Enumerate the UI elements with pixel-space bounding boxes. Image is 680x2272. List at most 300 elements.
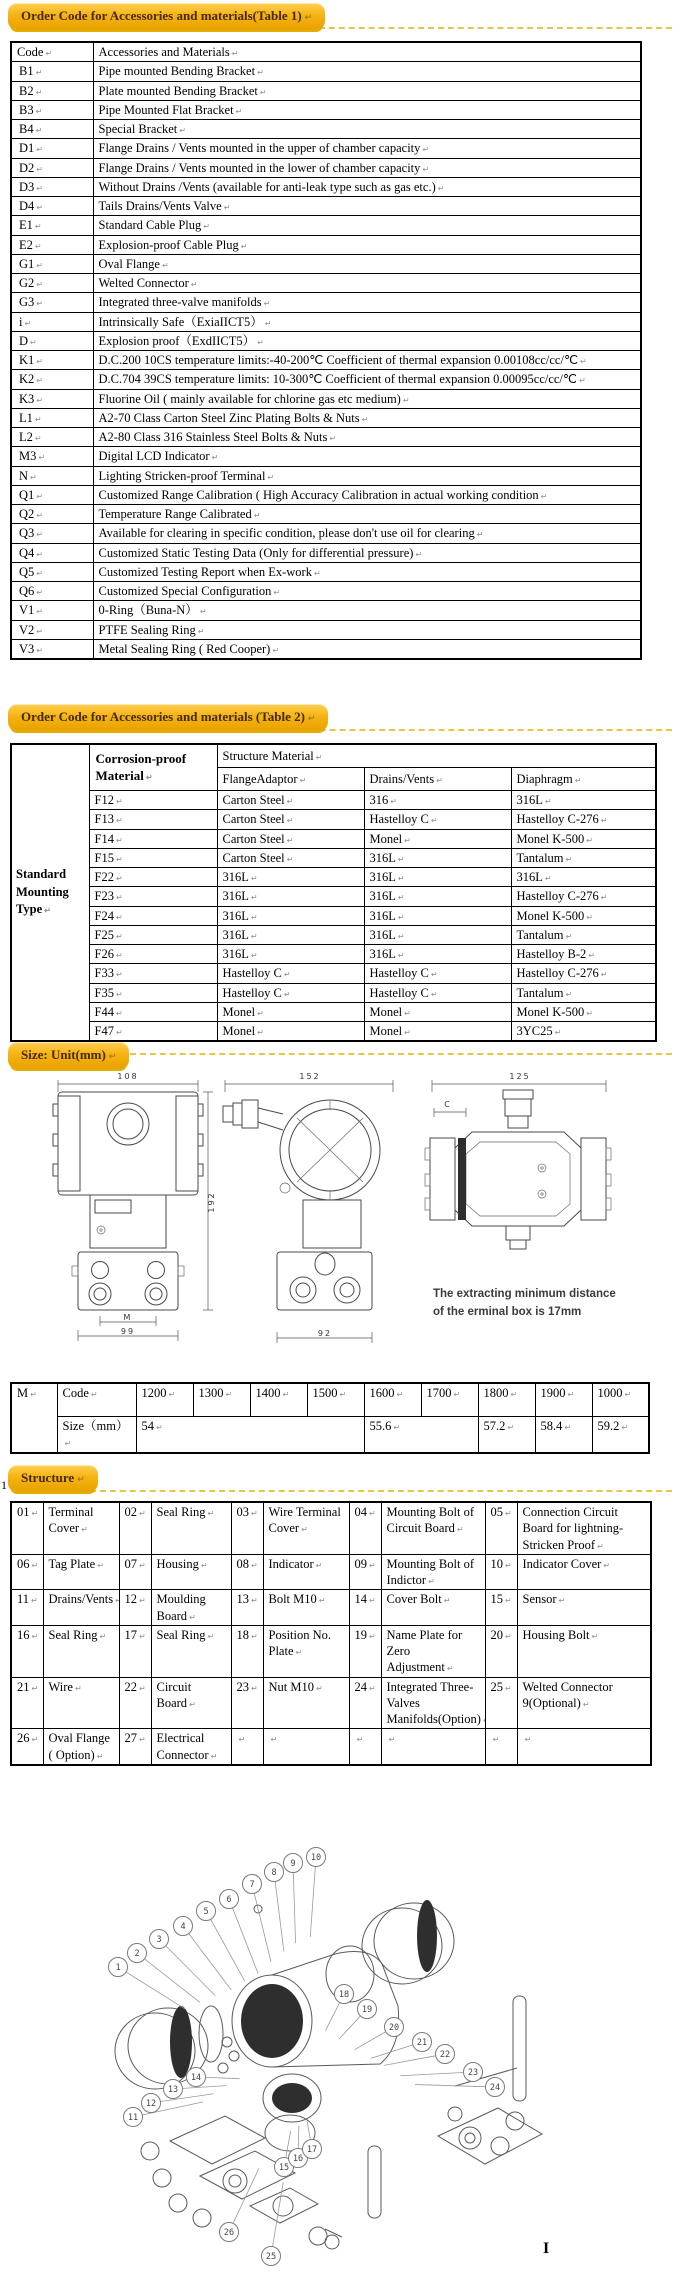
callout-number: 3 (156, 1935, 162, 1945)
material-cell: Hastelloy C ↵ (364, 810, 511, 829)
callout-number: 18 (338, 1990, 350, 2000)
table-row (11, 389, 641, 408)
callout-leader-line (384, 2056, 435, 2066)
drawing-note-line1: The extracting minimum distance (433, 1288, 616, 1300)
table-row (11, 216, 641, 235)
section-header-size (8, 1042, 129, 1069)
part-name-cell: Indicator ↵ (263, 1554, 349, 1590)
column-header-materials: Accessories and Materials ↵ (93, 42, 641, 62)
section-header-label: Size: Unit(mm) (21, 1047, 106, 1062)
callout-number: 4 (180, 1922, 186, 1932)
material-cell: Monel K-500 ↵ (511, 1002, 656, 1021)
part-number-cell: 18 ↵ (231, 1625, 263, 1677)
material-code-cell: F33 ↵ (89, 964, 217, 983)
material-cell: Hastelloy B-2 ↵ (511, 945, 656, 964)
section-header-table1 (8, 3, 325, 30)
column-header-code: Code ↵ (11, 42, 93, 62)
side-view-drawing (215, 1070, 401, 1346)
table-row (11, 100, 641, 119)
part-number-cell (231, 1729, 263, 1765)
description-cell: Customized Testing Report when Ex-work ↵ (93, 562, 641, 581)
dimension-width: 152 (299, 1072, 321, 1081)
code-cell: D4 ↵ (11, 197, 93, 216)
table-row (11, 983, 656, 1002)
callout-leader-line (400, 2073, 463, 2076)
size-code-cell: 1900 ↵ (535, 1383, 592, 1417)
description-cell: Digital LCD Indicator ↵ (93, 447, 641, 466)
description-cell: Plate mounted Bending Bracket ↵ (93, 81, 641, 100)
callout-leader-line (145, 1959, 200, 2002)
table-row (11, 274, 641, 293)
callout-leader-line (233, 1908, 258, 1973)
callout-leader-line (339, 2016, 360, 2039)
callout-number: 9 (290, 1859, 296, 1869)
part-number-cell: 24 ↵ (349, 1677, 381, 1729)
part-number-cell: 01 ↵ (11, 1502, 43, 1554)
part-name-cell: Seal Ring ↵ (43, 1625, 119, 1677)
table-row (11, 562, 641, 581)
size-value-cell: 57.2 ↵ (478, 1417, 535, 1453)
table-row (11, 1002, 656, 1021)
size-value-cell: 58.4 ↵ (535, 1417, 592, 1453)
part-name-cell: Drains/Vents ↵ (43, 1590, 119, 1626)
size-code-cell: 1700 ↵ (421, 1383, 478, 1417)
material-cell: Carton Steel ↵ (217, 848, 364, 867)
table-row (11, 1729, 651, 1765)
table-row (11, 81, 641, 100)
part-number-cell: 04 ↵ (349, 1502, 381, 1554)
callout-leader-line (189, 1934, 231, 1990)
part-name-cell: Housing ↵ (151, 1554, 231, 1590)
table-row (11, 964, 656, 983)
material-cell: 316L ↵ (217, 887, 364, 906)
material-code-cell: F44 ↵ (89, 1002, 217, 1021)
part-name-cell: Welted Connector 9(Optional) ↵ (517, 1677, 651, 1729)
material-cell: 316L ↵ (217, 945, 364, 964)
code-cell: K1 ↵ (11, 351, 93, 370)
part-number-cell: 27 ↵ (119, 1729, 151, 1765)
size-row-label: M ↵ (11, 1383, 57, 1453)
part-number-cell: 09 ↵ (349, 1554, 381, 1590)
part-name-cell (263, 1729, 349, 1765)
callout-number: 24 (489, 2083, 501, 2093)
code-cell: L2 ↵ (11, 428, 93, 447)
material-code-cell: F26 ↵ (89, 945, 217, 964)
column-group-header-structure-material: Structure Material ↵ (217, 744, 656, 768)
part-number-cell: 02 ↵ (119, 1502, 151, 1554)
size-code-cell: 1300 ↵ (193, 1383, 250, 1417)
accessories-table (10, 41, 642, 660)
table-row (11, 543, 641, 562)
material-cell: Carton Steel ↵ (217, 791, 364, 810)
drawing-note (433, 1286, 633, 1322)
part-number-cell: 26 ↵ (11, 1729, 43, 1765)
part-name-cell: Name Plate for Zero Adjustment ↵ (381, 1625, 485, 1677)
callout-number: 22 (439, 2050, 451, 2060)
code-cell: M3 ↵ (11, 447, 93, 466)
description-cell: Customized Special Configuration ↵ (93, 582, 641, 601)
description-cell: Metal Sealing Ring ( Red Cooper) ↵ (93, 639, 641, 659)
callout-leader-line (371, 2045, 413, 2058)
material-cell: 316L ↵ (364, 868, 511, 887)
part-name-cell: Wire Terminal Cover ↵ (263, 1502, 349, 1554)
description-cell: Explosion-proof Cable Plug ↵ (93, 235, 641, 254)
callout-leader-line (211, 1920, 245, 1981)
table-row (11, 293, 641, 312)
table-row (11, 1590, 651, 1626)
material-cell: 316L ↵ (364, 848, 511, 867)
part-number-cell: 10 ↵ (485, 1554, 517, 1590)
description-cell: D.C.704 39CS temperature limits: 10-300℃ Coefficient of thermal expansion 0.00095cc/cc/℃ ↵ (93, 370, 641, 389)
table-row (11, 197, 641, 216)
code-cell: D1 ↵ (11, 139, 93, 158)
table-row (11, 1502, 651, 1554)
description-cell: A2-80 Class 316 Stainless Steel Bolts & Nuts ↵ (93, 428, 641, 447)
section-header-label: Order Code for Accessories and materials(Table 1) (21, 8, 302, 23)
material-code-cell: F35 ↵ (89, 983, 217, 1002)
part-number-cell: 11 ↵ (11, 1590, 43, 1626)
table-header-row (11, 42, 641, 62)
callout-number: 23 (467, 2068, 479, 2078)
description-cell: PTFE Sealing Ring ↵ (93, 620, 641, 639)
code-cell: B2 ↵ (11, 81, 93, 100)
part-number-cell: 22 ↵ (119, 1677, 151, 1729)
code-cell: V1 ↵ (11, 601, 93, 620)
table-row (11, 524, 641, 543)
table-row (11, 925, 656, 944)
material-cell: Monel ↵ (217, 1002, 364, 1021)
callout-leader-line (415, 2085, 485, 2087)
code-cell: E1 ↵ (11, 216, 93, 235)
callout-number: 5 (203, 1907, 209, 1917)
dimension-bolt-span: M (123, 1313, 133, 1322)
page-marker: I (543, 2240, 550, 2257)
material-cell: 316L ↵ (217, 868, 364, 887)
material-cell: Monel ↵ (364, 829, 511, 848)
part-number-cell: 05 ↵ (485, 1502, 517, 1554)
part-number-cell: 06 ↵ (11, 1554, 43, 1590)
table-row (11, 848, 656, 867)
description-cell: 0-Ring（Buna-N） ↵ (93, 601, 641, 620)
table-row (11, 1677, 651, 1729)
description-cell: Pipe Mounted Flat Bracket ↵ (93, 100, 641, 119)
callout-number: 12 (145, 2099, 157, 2109)
material-code-cell: F13 ↵ (89, 810, 217, 829)
drawing-note-line2: of the erminal box is 17mm (433, 1305, 582, 1318)
material-cell: Hastelloy C ↵ (217, 964, 364, 983)
material-code-cell: F12 ↵ (89, 791, 217, 810)
table-row (11, 485, 641, 504)
part-number-cell: 23 ↵ (231, 1677, 263, 1729)
table-row (11, 791, 656, 810)
part-name-cell: Circuit Board ↵ (151, 1677, 231, 1729)
dimension-base-width: 99 (120, 1327, 136, 1336)
size-value-header: Size（mm） ↵ (57, 1417, 136, 1453)
part-name-cell: Electrical Connector ↵ (151, 1729, 231, 1765)
part-name-cell (381, 1729, 485, 1765)
part-number-cell: 13 ↵ (231, 1590, 263, 1626)
code-cell: D ↵ (11, 331, 93, 350)
table-row (11, 466, 641, 485)
material-cell: 316L ↵ (217, 925, 364, 944)
code-cell: Q6 ↵ (11, 582, 93, 601)
description-cell: Oval Flange ↵ (93, 254, 641, 273)
material-cell: 316L ↵ (511, 791, 656, 810)
material-cell: 3YC25 ↵ (511, 1022, 656, 1042)
part-number-cell (349, 1729, 381, 1765)
table-row (11, 1554, 651, 1590)
table-row (11, 868, 656, 887)
material-cell: Monel ↵ (364, 1022, 511, 1042)
column-header-diaphragm: Diaphragm ↵ (511, 768, 656, 791)
section-header-label: Order Code for Accessories and materials (Table 2) (21, 709, 305, 724)
part-name-cell: Mounting Bolt of Circuit Board ↵ (381, 1502, 485, 1554)
exploded-callouts (109, 1848, 505, 2266)
table-row (11, 177, 641, 196)
material-cell: Monel ↵ (217, 1022, 364, 1042)
part-name-cell: Seal Ring ↵ (151, 1502, 231, 1554)
code-cell: B1 ↵ (11, 62, 93, 81)
callout-number: 21 (416, 2038, 428, 2048)
part-name-cell: Mounting Bolt of Indictor ↵ (381, 1554, 485, 1590)
description-cell: Flange Drains / Vents mounted in the upper of chamber capacity ↵ (93, 139, 641, 158)
callout-leader-line (254, 1894, 271, 1962)
part-name-cell: Sensor ↵ (517, 1590, 651, 1626)
table-row (11, 428, 641, 447)
size-code-cell: 1600 ↵ (364, 1383, 421, 1417)
dimension-height: 192 (207, 1191, 216, 1213)
part-name-cell (517, 1729, 651, 1765)
part-number-cell: 08 ↵ (231, 1554, 263, 1590)
callout-leader-line (307, 2120, 310, 2139)
part-number-cell: 16 ↵ (11, 1625, 43, 1677)
table-row (11, 1022, 656, 1042)
front-view-drawing (38, 1070, 224, 1346)
structure-parts-table (10, 1501, 652, 1766)
code-cell: V3 ↵ (11, 639, 93, 659)
callout-number: 6 (226, 1895, 232, 1905)
code-cell: Q5 ↵ (11, 562, 93, 581)
part-number-cell: 19 ↵ (349, 1625, 381, 1677)
description-cell: Special Bracket ↵ (93, 120, 641, 139)
material-cell: Monel ↵ (364, 1002, 511, 1021)
part-name-cell: Terminal Cover ↵ (43, 1502, 119, 1554)
callout-number: 16 (292, 2154, 304, 2164)
code-cell: K2 ↵ (11, 370, 93, 389)
code-cell: i ↵ (11, 312, 93, 331)
callout-number: 15 (278, 2163, 290, 2173)
callout-leader-line (293, 1873, 295, 1943)
code-cell: D3 ↵ (11, 177, 93, 196)
table-row (11, 447, 641, 466)
part-number-cell: 03 ↵ (231, 1502, 263, 1554)
row-group-label: Standard Mounting Type ↵ (11, 744, 89, 1041)
material-cell: 316L ↵ (217, 906, 364, 925)
table-row (11, 887, 656, 906)
description-cell: Standard Cable Plug ↵ (93, 216, 641, 235)
dimension-width: 125 (509, 1072, 531, 1081)
material-cell: 316L ↵ (364, 925, 511, 944)
callout-leader-line (326, 2003, 340, 2031)
code-cell: B3 ↵ (11, 100, 93, 119)
part-number-cell: 20 ↵ (485, 1625, 517, 1677)
dimension-base-width: 92 (317, 1329, 333, 1338)
code-cell: G2 ↵ (11, 274, 93, 293)
material-cell: Tantalum ↵ (511, 983, 656, 1002)
material-cell: Hastelloy C ↵ (364, 964, 511, 983)
callout-leader-line (310, 1867, 315, 1937)
material-code-cell: F25 ↵ (89, 925, 217, 944)
description-cell: Intrinsically Safe（ExiaIICT5） ↵ (93, 312, 641, 331)
material-cell: 316L ↵ (511, 868, 656, 887)
code-cell: Q1 ↵ (11, 485, 93, 504)
table-row (11, 639, 641, 659)
size-code-row (11, 1383, 649, 1417)
code-cell: K3 ↵ (11, 389, 93, 408)
description-cell: Pipe mounted Bending Bracket ↵ (93, 62, 641, 81)
size-value-cell: 59.2 ↵ (592, 1417, 649, 1453)
table-row (11, 810, 656, 829)
dashed-separator (90, 1490, 672, 1492)
part-name-cell: Tag Plate ↵ (43, 1554, 119, 1590)
section-header-label: Structure (21, 1470, 75, 1485)
callout-number: 8 (271, 1868, 277, 1878)
column-header-corrosion-material: Corrosion-proof Material ↵ (89, 744, 217, 791)
dashed-separator (300, 729, 672, 731)
table-row (11, 331, 641, 350)
dimension-offset: C (444, 1100, 452, 1109)
callout-leader-line (206, 2077, 240, 2078)
material-code-cell: F47 ↵ (89, 1022, 217, 1042)
description-cell: Available for clearing in specific condition, please don't use oil for clearing ↵ (93, 524, 641, 543)
table-row (11, 945, 656, 964)
material-cell: 316L ↵ (364, 945, 511, 964)
size-code-cell: 1800 ↵ (478, 1383, 535, 1417)
material-cell: Hastelloy C ↵ (364, 983, 511, 1002)
part-number-cell: 12 ↵ (119, 1590, 151, 1626)
table-row (11, 408, 641, 427)
material-code-cell: F24 ↵ (89, 906, 217, 925)
callout-leader-line (355, 2032, 386, 2050)
material-cell: Tantalum ↵ (511, 925, 656, 944)
material-code-cell: F23 ↵ (89, 887, 217, 906)
table-row (11, 235, 641, 254)
table-row (11, 620, 641, 639)
code-cell: G3 ↵ (11, 293, 93, 312)
code-cell: Q2 ↵ (11, 505, 93, 524)
part-name-cell: Bolt M10 ↵ (263, 1590, 349, 1626)
callout-number: 14 (190, 2073, 202, 2083)
code-cell: L1 ↵ (11, 408, 93, 427)
description-cell: Lighting Stricken-proof Terminal ↵ (93, 466, 641, 485)
material-cell: Hastelloy C-276 ↵ (511, 964, 656, 983)
table-header-row (11, 744, 656, 768)
description-cell: A2-70 Class Carton Steel Zinc Plating Bolts & Nuts ↵ (93, 408, 641, 427)
table-row (11, 906, 656, 925)
list-number-artifact: 1 (1, 1478, 7, 1492)
table-row (11, 1625, 651, 1677)
code-cell: N ↵ (11, 466, 93, 485)
column-header-flange-adaptor: FlangeAdaptor ↵ (217, 768, 364, 791)
part-number-cell: 17 ↵ (119, 1625, 151, 1677)
part-name-cell: Housing Bolt ↵ (517, 1625, 651, 1677)
description-cell: Customized Static Testing Data (Only for differential pressure) ↵ (93, 543, 641, 562)
material-cell: Hastelloy C-276 ↵ (511, 810, 656, 829)
callout-leader-line (275, 1882, 284, 1951)
part-name-cell: Nut M10 ↵ (263, 1677, 349, 1729)
size-code-cell: 1000 ↵ (592, 1383, 649, 1417)
exploded-view-drawing (50, 1846, 570, 2270)
size-code-cell: 1500 ↵ (307, 1383, 364, 1417)
table-row (11, 505, 641, 524)
part-name-cell: Integrated Three-Valves Manifolds(Option) ↵ (381, 1677, 485, 1729)
code-cell: Q4 ↵ (11, 543, 93, 562)
material-cell: 316 ↵ (364, 791, 511, 810)
table-row (11, 370, 641, 389)
dimension-width: 108 (117, 1072, 139, 1081)
callout-number: 7 (249, 1880, 255, 1890)
part-name-cell: Connection Circuit Board for lightning-Stricken Proof ↵ (517, 1502, 651, 1554)
section-header-structure (8, 1465, 98, 1492)
callout-number: 2 (134, 1949, 140, 1959)
callout-number: 1 (115, 1963, 121, 1973)
material-code-cell: F14 ↵ (89, 829, 217, 848)
material-cell: Tantalum ↵ (511, 848, 656, 867)
size-table (10, 1382, 650, 1454)
callout-number: 26 (223, 2228, 235, 2238)
callout-leader-line (126, 1972, 185, 2009)
description-cell: Tails Drains/Vents Valve ↵ (93, 197, 641, 216)
part-number-cell: 25 ↵ (485, 1677, 517, 1729)
material-cell: Hastelloy C ↵ (217, 983, 364, 1002)
table-row (11, 351, 641, 370)
part-name-cell: Position No. Plate ↵ (263, 1625, 349, 1677)
description-cell: Without Drains /Vents (available for anti-leak type such as gas etc.) ↵ (93, 177, 641, 196)
callout-leader-line (298, 2126, 299, 2148)
callout-leader-line (183, 2086, 226, 2089)
callout-number: 25 (265, 2252, 277, 2262)
description-cell: Temperature Range Calibrated ↵ (93, 505, 641, 524)
table-row (11, 254, 641, 273)
table-row (11, 312, 641, 331)
size-value-cell: 55.6 ↵ (364, 1417, 478, 1453)
part-number-cell (485, 1729, 517, 1765)
material-cell: Monel K-500 ↵ (511, 906, 656, 925)
part-number-cell: 14 ↵ (349, 1590, 381, 1626)
code-cell: V2 ↵ (11, 620, 93, 639)
description-cell: Integrated three-valve manifolds ↵ (93, 293, 641, 312)
table-row (11, 120, 641, 139)
table-row (11, 158, 641, 177)
description-cell: Welted Connector ↵ (93, 274, 641, 293)
callout-number: 10 (310, 1853, 322, 1863)
size-code-cell: 1200 ↵ (136, 1383, 193, 1417)
description-cell: Fluorine Oil ( mainly available for chlorine gas etc medium) ↵ (93, 389, 641, 408)
code-cell: D2 ↵ (11, 158, 93, 177)
part-name-cell: Indicator Cover ↵ (517, 1554, 651, 1590)
description-cell: D.C.200 10CS temperature limits:-40-200℃ Coefficient of thermal expansion 0.00108cc/cc/℃ ↵ (93, 351, 641, 370)
part-name-cell: Cover Bolt ↵ (381, 1590, 485, 1626)
callout-number: 11 (127, 2113, 139, 2123)
description-cell: Explosion proof（ExdIICT5） ↵ (93, 331, 641, 350)
column-header-drains-vents: Drains/Vents ↵ (364, 768, 511, 791)
material-cell: Carton Steel ↵ (217, 810, 364, 829)
code-cell: E2 ↵ (11, 235, 93, 254)
material-cell: Monel K-500 ↵ (511, 829, 656, 848)
materials-table (10, 743, 657, 1042)
table-row (11, 829, 656, 848)
part-number-cell: 21 ↵ (11, 1677, 43, 1729)
